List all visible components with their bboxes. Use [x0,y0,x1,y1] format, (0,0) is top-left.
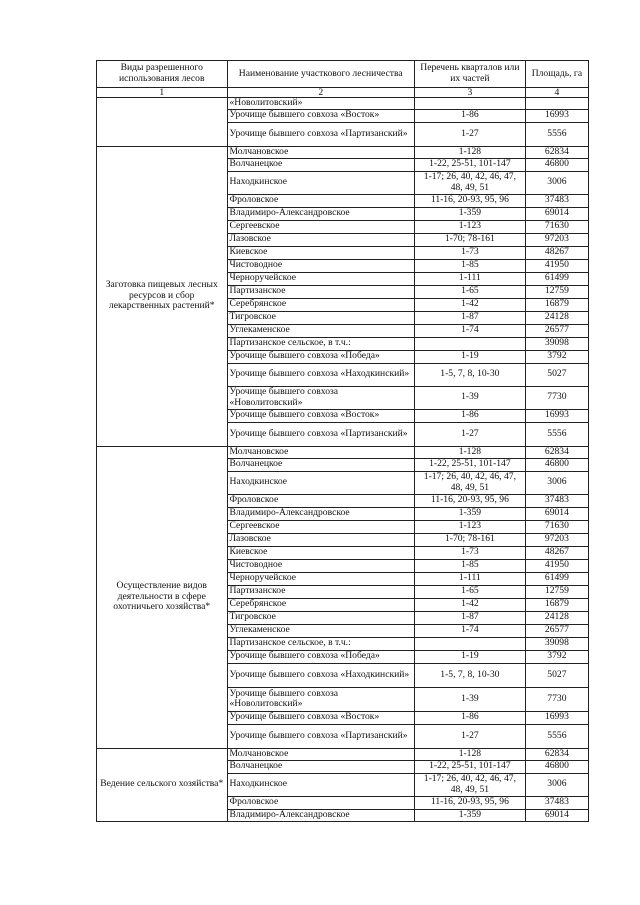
area-cell: 3006 [525,171,588,194]
district-name-cell: Углекаменское [227,324,414,337]
district-name-cell: Молчановское [227,748,414,760]
district-name-cell: Находкинское [227,773,414,796]
quarters-cell: 1-111 [414,272,525,285]
district-name-cell: Находкинское [227,471,414,494]
district-name-cell: Партизанское сельское, в т.ч.: [227,637,414,650]
column-number: 4 [525,88,588,98]
table-column-number-row [97,88,589,98]
column-number: 2 [227,88,414,98]
district-name-cell: Урочище бывшего совхоза «Восток» [227,409,414,422]
area-cell: 5556 [525,422,588,446]
use-kind-cell: Ведение сельского хозяйства* [97,748,228,821]
district-name-cell: Урочище бывшего совхоза «Партизанский» [227,122,414,146]
quarters-cell: 1-86 [414,409,525,422]
area-cell: 37483 [525,796,588,809]
area-cell: 5027 [525,363,588,386]
quarters-cell: 1-39 [414,687,525,711]
area-cell: 61499 [525,572,588,585]
area-cell: 37483 [525,494,588,507]
area-cell: 3006 [525,471,588,494]
area-cell: 69014 [525,207,588,220]
area-cell: 5556 [525,724,588,748]
area-cell: 37483 [525,194,588,207]
district-name-cell: Серебрянское [227,598,414,611]
district-name-cell: Урочище бывшего совхоза «Партизанский» [227,422,414,446]
area-cell: 5027 [525,663,588,687]
quarters-cell: 1-22, 25-51, 101-147 [414,458,525,471]
forest-use-table [96,60,589,822]
district-name-cell: Урочище бывшего совхоза «Победа» [227,350,414,363]
area-cell: 26577 [525,324,588,337]
quarters-cell: 1-65 [414,585,525,598]
quarters-cell [414,337,525,350]
quarters-cell: 1-123 [414,220,525,233]
area-cell: 3792 [525,650,588,663]
district-name-cell: Тигровское [227,311,414,324]
district-name-cell: Лазовское [227,533,414,546]
district-name-cell: Урочище бывшего совхоза «Восток» [227,711,414,724]
header-quarters: Перечень кварталов или их частей [414,61,525,88]
area-cell: 5556 [525,122,588,146]
district-name-cell: Фроловское [227,796,414,809]
area-cell: 3006 [525,773,588,796]
area-cell: 71630 [525,520,588,533]
quarters-cell: 1-42 [414,298,525,311]
area-cell: 71630 [525,220,588,233]
area-cell: 16879 [525,598,588,611]
area-cell: 62834 [525,146,588,158]
quarters-cell: 1-86 [414,109,525,122]
district-name-cell: Лазовское [227,233,414,246]
quarters-cell: 1-128 [414,146,525,158]
use-kind-cell: Заготовка пищевых лесных ресурсов и сбор лекарственных растений* [97,146,228,446]
quarters-cell: 1-17; 26, 40, 42, 46, 47, 48, 49, 51 [414,471,525,494]
area-cell: 16993 [525,711,588,724]
area-cell: 48267 [525,546,588,559]
quarters-cell: 1-19 [414,650,525,663]
district-name-cell: Сергеевское [227,520,414,533]
district-name-cell: Серебрянское [227,298,414,311]
table-row [97,446,589,458]
area-cell: 26577 [525,624,588,637]
table-row [97,146,589,158]
quarters-cell: 1-359 [414,809,525,821]
quarters-cell: 1-5, 7, 8, 10-30 [414,363,525,386]
header-use-kind: Виды разрешенного использования лесов [97,61,228,88]
quarters-cell: 11-16, 20-93, 95, 96 [414,494,525,507]
district-name-cell: Урочище бывшего совхоза «Восток» [227,109,414,122]
quarters-cell: 1-128 [414,748,525,760]
district-name-cell: Владимиро-Александровское [227,207,414,220]
area-cell: 46800 [525,760,588,773]
area-cell: 69014 [525,507,588,520]
quarters-cell: 1-87 [414,611,525,624]
district-name-cell: Урочище бывшего совхоза «Победа» [227,650,414,663]
column-number: 3 [414,88,525,98]
quarters-cell: 1-123 [414,520,525,533]
district-name-cell: Волчанецкое [227,760,414,773]
district-name-cell: Молчановское [227,446,414,458]
use-kind-cell [97,98,228,147]
area-cell: 7730 [525,386,588,409]
table-header-row [97,61,589,88]
area-cell: 39098 [525,637,588,650]
area-cell: 46800 [525,458,588,471]
district-name-cell: Партизанское [227,585,414,598]
district-name-cell: Волчанецкое [227,158,414,171]
area-cell: 62834 [525,446,588,458]
area-cell: 16993 [525,109,588,122]
quarters-cell: 1-27 [414,122,525,146]
quarters-cell: 1-359 [414,507,525,520]
area-cell: 12759 [525,285,588,298]
district-name-cell: Фроловское [227,494,414,507]
column-number: 1 [97,88,228,98]
area-cell: 97203 [525,533,588,546]
use-kind-cell: Осуществление видов деятельности в сфере охотничьего хозяйства* [97,446,228,748]
quarters-cell: 1-74 [414,324,525,337]
quarters-cell: 1-27 [414,724,525,748]
area-cell: 62834 [525,748,588,760]
area-cell: 3792 [525,350,588,363]
header-district-name: Наименование участкового лесничества [227,61,414,88]
district-name-cell: Владимиро-Александровское [227,809,414,821]
quarters-cell: 1-70; 78-161 [414,533,525,546]
district-name-cell: Чистоводное [227,559,414,572]
district-name-cell: Владимиро-Александровское [227,507,414,520]
quarters-cell: 1-85 [414,559,525,572]
district-name-cell: Углекаменское [227,624,414,637]
quarters-cell: 1-111 [414,572,525,585]
quarters-cell: 1-73 [414,546,525,559]
quarters-cell: 1-22, 25-51, 101-147 [414,158,525,171]
district-name-cell: Сергеевское [227,220,414,233]
table-row [97,98,589,110]
quarters-cell: 1-85 [414,259,525,272]
area-cell: 41950 [525,559,588,572]
table-row [97,748,589,760]
quarters-cell: 1-128 [414,446,525,458]
district-name-cell: Урочище бывшего совхоза «Находкинский» [227,363,414,386]
district-name-cell: «Новолитовский» [227,98,414,110]
quarters-cell: 1-86 [414,711,525,724]
area-cell: 24128 [525,611,588,624]
area-cell: 16879 [525,298,588,311]
district-name-cell: Урочище бывшего совхоза «Партизанский» [227,724,414,748]
header-area: Площадь, га [525,61,588,88]
quarters-cell: 1-73 [414,246,525,259]
quarters-cell: 1-17; 26, 40, 42, 46, 47, 48, 49, 51 [414,171,525,194]
quarters-cell: 1-39 [414,386,525,409]
district-name-cell: Урочище бывшего совхоза «Новолитовский» [227,386,414,409]
area-cell: 46800 [525,158,588,171]
area-cell: 69014 [525,809,588,821]
quarters-cell: 1-359 [414,207,525,220]
quarters-cell: 11-16, 20-93, 95, 96 [414,194,525,207]
area-cell: 12759 [525,585,588,598]
area-cell: 61499 [525,272,588,285]
quarters-cell [414,98,525,110]
quarters-cell: 1-17; 26, 40, 42, 46, 47, 48, 49, 51 [414,773,525,796]
district-name-cell: Урочище бывшего совхоза «Находкинский» [227,663,414,687]
quarters-cell: 11-16, 20-93, 95, 96 [414,796,525,809]
quarters-cell [414,637,525,650]
district-name-cell: Урочище бывшего совхоза «Новолитовский» [227,687,414,711]
district-name-cell: Черноручейское [227,272,414,285]
quarters-cell: 1-19 [414,350,525,363]
area-cell [525,98,588,110]
area-cell: 48267 [525,246,588,259]
area-cell: 39098 [525,337,588,350]
area-cell: 41950 [525,259,588,272]
area-cell: 97203 [525,233,588,246]
table-body [97,98,589,822]
district-name-cell: Волчанецкое [227,458,414,471]
district-name-cell: Киевское [227,246,414,259]
district-name-cell: Тигровское [227,611,414,624]
area-cell: 16993 [525,409,588,422]
quarters-cell: 1-87 [414,311,525,324]
district-name-cell: Черноручейское [227,572,414,585]
area-cell: 24128 [525,311,588,324]
district-name-cell: Партизанское сельское, в т.ч.: [227,337,414,350]
district-name-cell: Молчановское [227,146,414,158]
district-name-cell: Партизанское [227,285,414,298]
quarters-cell: 1-74 [414,624,525,637]
quarters-cell: 1-70; 78-161 [414,233,525,246]
district-name-cell: Киевское [227,546,414,559]
quarters-cell: 1-42 [414,598,525,611]
quarters-cell: 1-5, 7, 8, 10-30 [414,663,525,687]
quarters-cell: 1-22, 25-51, 101-147 [414,760,525,773]
quarters-cell: 1-27 [414,422,525,446]
area-cell: 7730 [525,687,588,711]
quarters-cell: 1-65 [414,285,525,298]
district-name-cell: Фроловское [227,194,414,207]
district-name-cell: Находкинское [227,171,414,194]
district-name-cell: Чистоводное [227,259,414,272]
